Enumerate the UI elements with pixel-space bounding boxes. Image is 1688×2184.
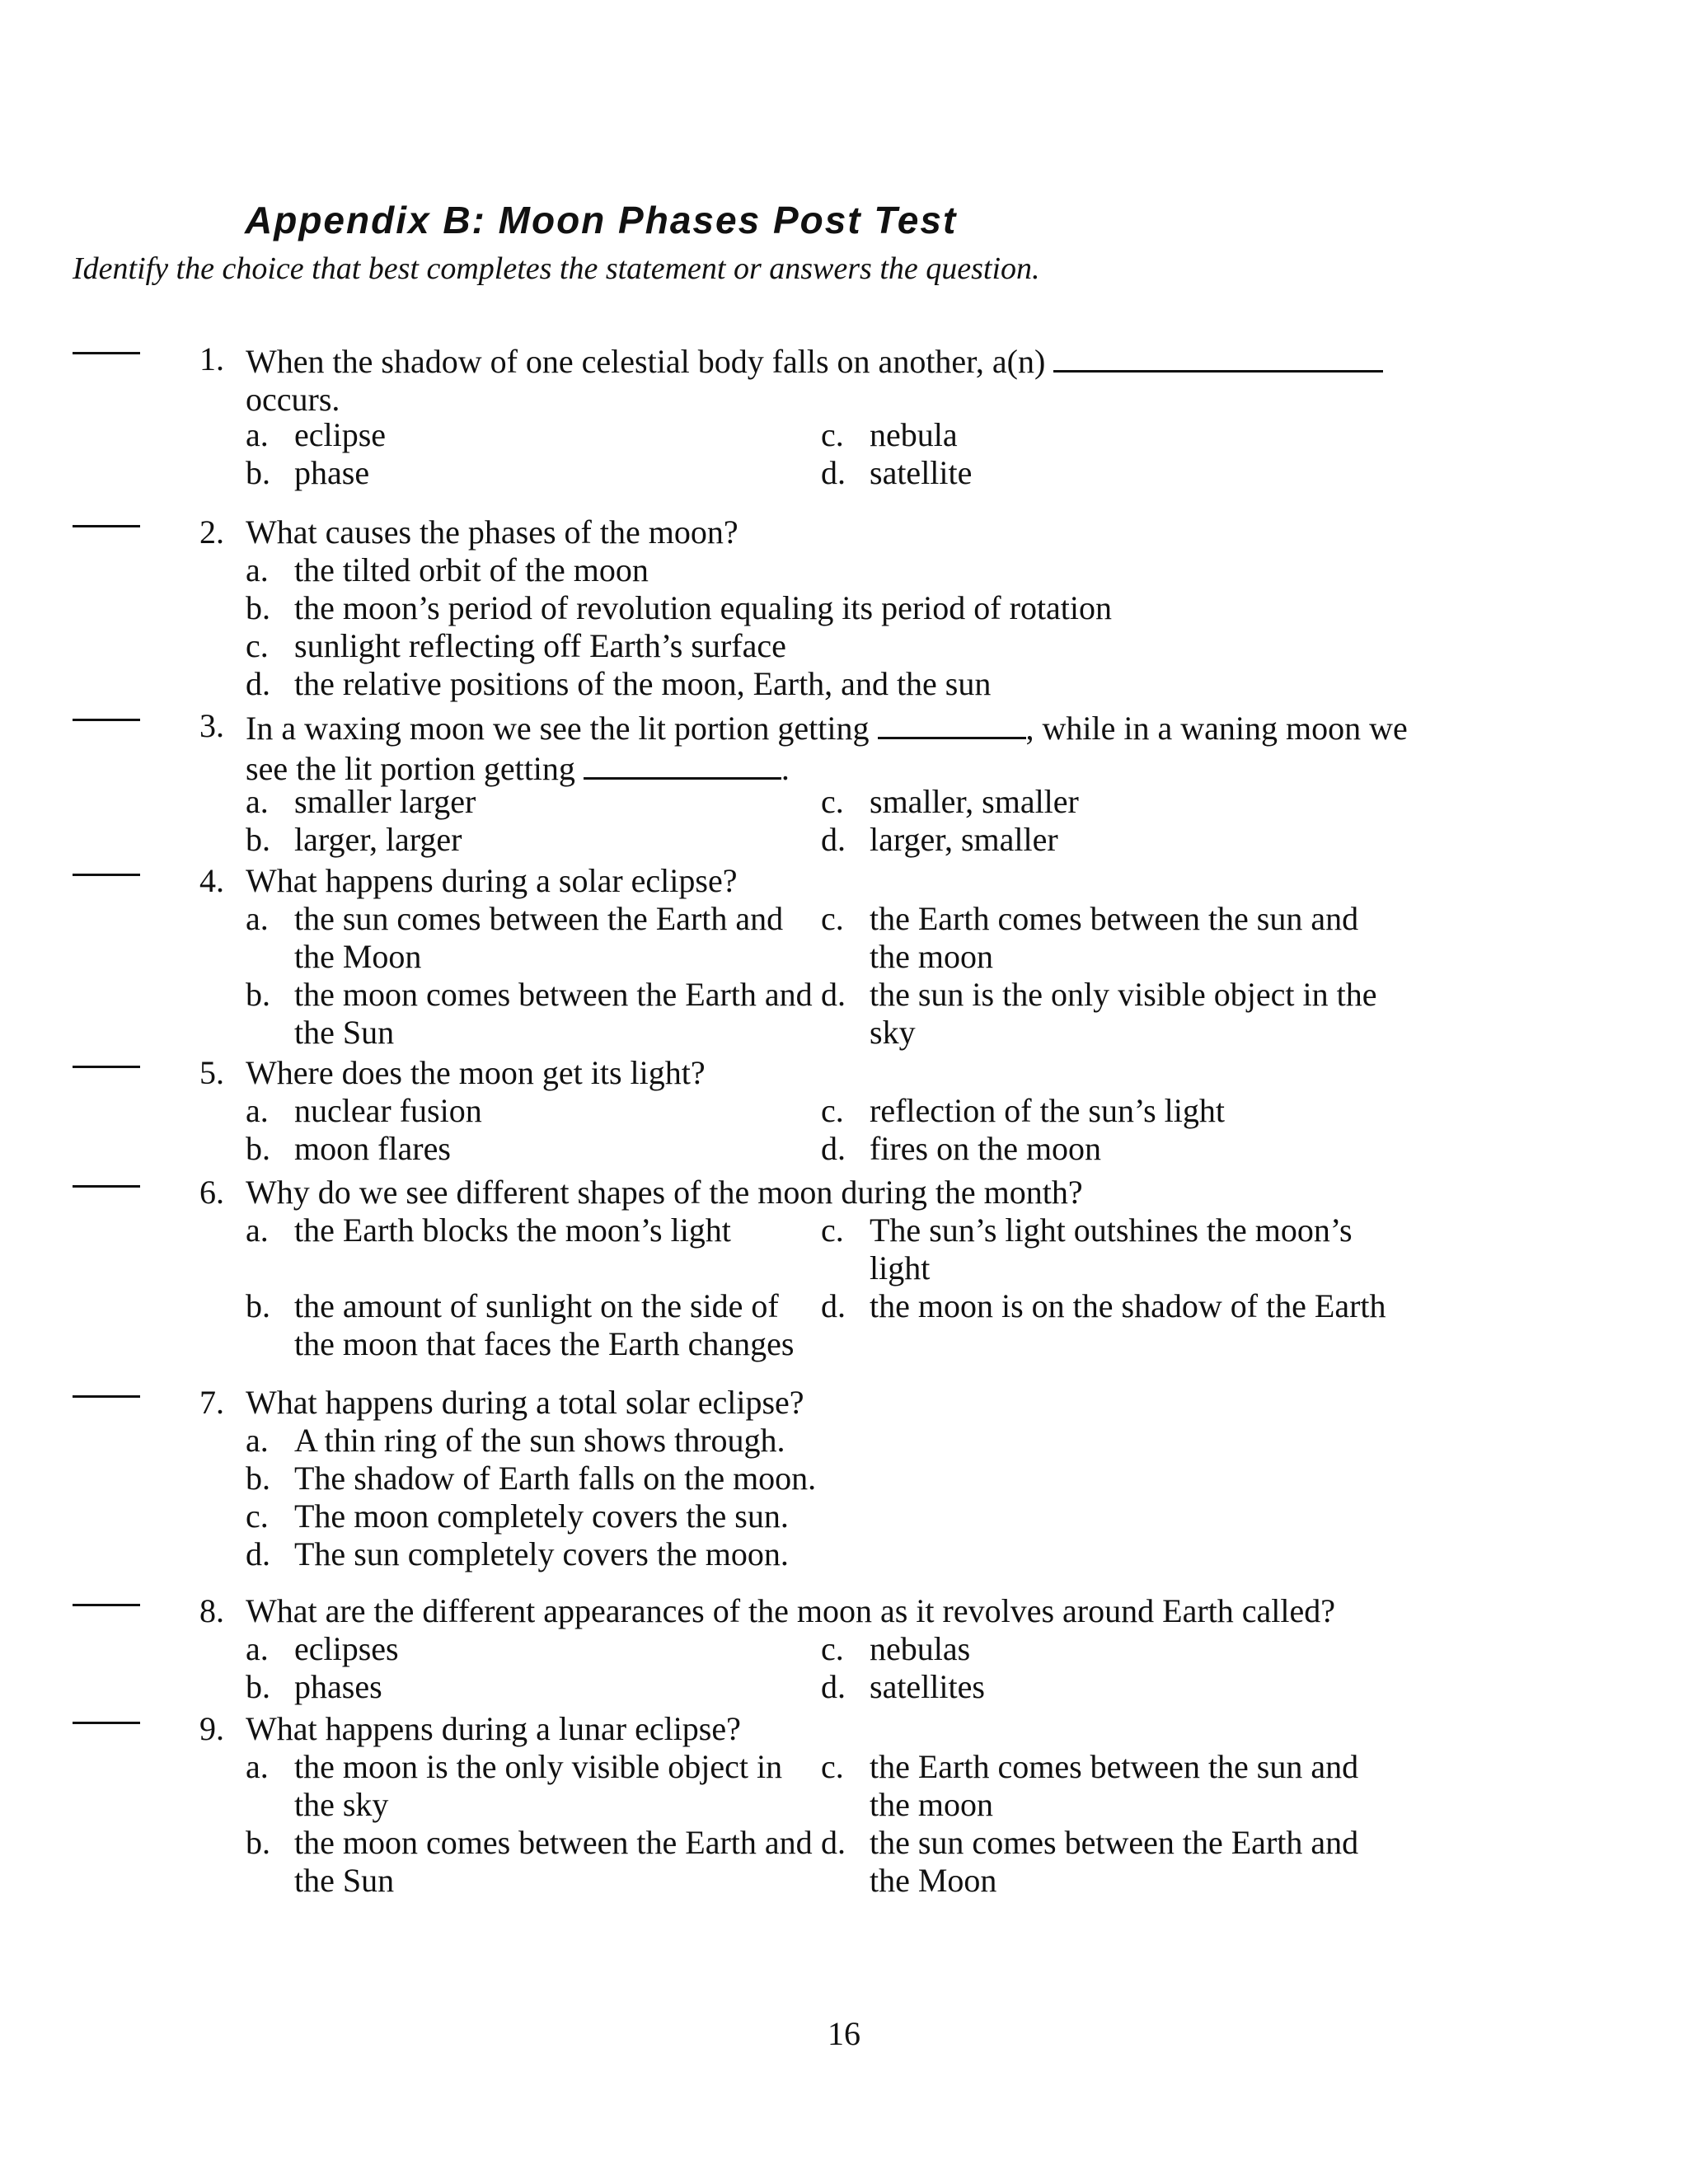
option-text: the moon is on the shadow of the Earth (870, 1287, 1386, 1324)
option-letter: c. (821, 900, 844, 937)
option-letter: b. (246, 821, 270, 858)
question-text-line: Why do we see different shapes of the moon during the month? (246, 1174, 1083, 1211)
answer-blank[interactable] (73, 1395, 140, 1398)
question-text-line: What happens during a total solar eclipse? (246, 1384, 804, 1421)
option-text: sunlight reflecting off Earth’s surface (294, 627, 786, 664)
option-text: smaller, smaller (870, 783, 1079, 820)
option-text: A thin ring of the sun shows through. (294, 1422, 785, 1459)
question-text-line: What happens during a solar eclipse? (246, 862, 738, 899)
option-text: eclipses (294, 1630, 399, 1667)
option-text: the relative positions of the moon, Earth, and the sun (294, 665, 992, 702)
question-text (246, 513, 1424, 551)
option-letter: b. (246, 976, 270, 1013)
option-text: larger, smaller (870, 821, 1058, 858)
question-number: 2. (199, 513, 224, 551)
option-letter: b. (246, 1287, 270, 1324)
option-text: the moon comes between the Earth and the Sun (294, 1824, 813, 1899)
option-letter: d. (821, 1287, 846, 1324)
fill-in-blank (878, 707, 1026, 739)
question-number: 6. (199, 1174, 224, 1211)
answer-blank[interactable] (73, 1185, 140, 1188)
option-letter: b. (246, 1130, 270, 1167)
option-letter: a. (246, 1212, 269, 1249)
option-letter: c. (821, 1092, 844, 1129)
option-letter: c. (821, 1630, 844, 1667)
option-text: the Earth blocks the moon’s light (294, 1212, 731, 1249)
question-number: 5. (199, 1054, 224, 1091)
question-text (246, 1710, 1424, 1748)
option-text: larger, larger (294, 821, 462, 858)
option-text: The sun’s light outshines the moon’s light (870, 1212, 1353, 1286)
option-letter: c. (821, 1748, 844, 1785)
question-number: 3. (199, 707, 224, 744)
question-text (246, 1174, 1424, 1212)
option-text: The shadow of Earth falls on the moon. (294, 1460, 817, 1497)
question-text-line: see the lit portion getting . (246, 748, 1424, 788)
option-letter: a. (246, 551, 269, 588)
option-letter: a. (246, 1748, 269, 1785)
option-letter: c. (821, 1212, 844, 1249)
option-text: the Earth comes between the sun and the moon (870, 900, 1359, 975)
option-text: moon flares (294, 1130, 451, 1167)
option-letter: c. (246, 627, 269, 664)
option-text: the sun comes between the Earth and the Moon (870, 1824, 1359, 1899)
option-letter: d. (821, 1824, 846, 1861)
option-letter: d. (246, 665, 270, 702)
option-text: nuclear fusion (294, 1092, 482, 1129)
question-text (246, 707, 1424, 788)
option-letter: b. (246, 1824, 270, 1861)
question-text-line: Where does the moon get its light? (246, 1054, 706, 1091)
option-letter: a. (246, 416, 269, 453)
option-letter: c. (246, 1497, 269, 1535)
page-title: Appendix B: Moon Phases Post Test (245, 199, 958, 241)
option-letter: b. (246, 589, 270, 626)
option-text: phases (294, 1668, 382, 1705)
answer-blank[interactable] (73, 719, 140, 721)
option-text: the moon is the only visible object in the sky (294, 1748, 783, 1823)
question-text-line: In a waxing moon we see the lit portion getting , while in a waning moon we (246, 707, 1424, 748)
question-text (246, 1384, 1424, 1422)
answer-blank[interactable] (73, 1604, 140, 1606)
question-number: 9. (199, 1710, 224, 1747)
option-letter: b. (246, 1460, 270, 1497)
option-text: the Earth comes between the sun and the moon (870, 1748, 1359, 1823)
page-number: 16 (828, 2015, 860, 2052)
option-text: smaller larger (294, 783, 476, 820)
question-text (246, 1592, 1424, 1630)
option-letter: d. (246, 1535, 270, 1572)
option-letter: d. (821, 821, 846, 858)
option-text: The moon completely covers the sun. (294, 1497, 789, 1535)
answer-blank[interactable] (73, 352, 140, 354)
option-text: the amount of sunlight on the side of the moon that faces the Earth changes (294, 1287, 795, 1362)
option-letter: d. (821, 1668, 846, 1705)
option-text: eclipse (294, 416, 387, 453)
option-letter: c. (821, 416, 844, 453)
answer-blank[interactable] (73, 1722, 140, 1724)
instructions: Identify the choice that best completes the statement or answers the question. (73, 251, 1040, 286)
option-letter: a. (246, 1422, 269, 1459)
question-number: 1. (199, 340, 224, 377)
option-text: phase (294, 454, 370, 491)
question-number: 7. (199, 1384, 224, 1421)
option-text: The sun completely covers the moon. (294, 1535, 789, 1572)
question-text-line: What happens during a lunar eclipse? (246, 1710, 741, 1747)
option-text: satellites (870, 1668, 985, 1705)
option-letter: a. (246, 1630, 269, 1667)
option-letter: b. (246, 454, 270, 491)
question-text-line: occurs. (246, 381, 340, 418)
option-text: fires on the moon (870, 1130, 1102, 1167)
fill-in-blank (1053, 340, 1383, 373)
option-letter: a. (246, 1092, 269, 1129)
question-text (246, 862, 1424, 900)
option-text: satellite (870, 454, 973, 491)
answer-blank[interactable] (73, 1066, 140, 1068)
option-letter: a. (246, 783, 269, 820)
option-letter: b. (246, 1668, 270, 1705)
answer-blank[interactable] (73, 525, 140, 527)
option-letter: d. (821, 454, 846, 491)
option-text: the tilted orbit of the moon (294, 551, 649, 588)
option-text: the sun is the only visible object in the sky (870, 976, 1377, 1051)
question-text (246, 340, 1424, 419)
option-letter: a. (246, 900, 269, 937)
question-text-line: When the shadow of one celestial body falls on another, a(n) (246, 340, 1424, 381)
option-text: reflection of the sun’s light (870, 1092, 1226, 1129)
option-letter: d. (821, 976, 846, 1013)
option-text: nebula (870, 416, 958, 453)
question-number: 4. (199, 862, 224, 899)
option-text: nebulas (870, 1630, 971, 1667)
question-number: 8. (199, 1592, 224, 1629)
question-text-line: What causes the phases of the moon? (246, 513, 738, 551)
option-letter: d. (821, 1130, 846, 1167)
option-letter: c. (821, 783, 844, 820)
answer-blank[interactable] (73, 874, 140, 876)
option-text: the sun comes between the Earth and the Moon (294, 900, 784, 975)
option-text: the moon’s period of revolution equaling its period of rotation (294, 589, 1113, 626)
option-text: the moon comes between the Earth and the Sun (294, 976, 813, 1051)
question-text (246, 1054, 1424, 1092)
question-text-line: What are the different appearances of the moon as it revolves around Earth called? (246, 1592, 1335, 1629)
fill-in-blank (584, 748, 781, 780)
